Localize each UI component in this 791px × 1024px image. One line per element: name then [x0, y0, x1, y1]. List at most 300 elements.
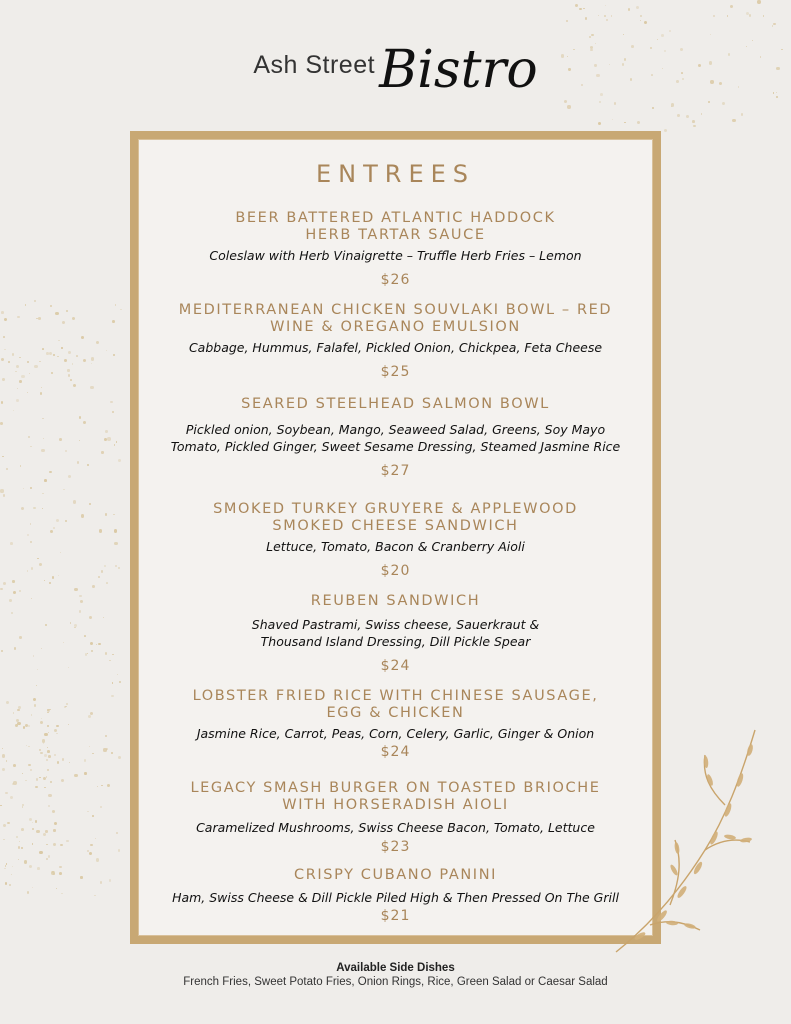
gold-speckle	[59, 438, 62, 441]
gold-speckle	[40, 721, 43, 724]
gold-speckle	[49, 582, 51, 584]
gold-speckle	[27, 392, 28, 393]
gold-speckle	[3, 336, 5, 338]
gold-speckle	[107, 784, 110, 787]
gold-speckle	[19, 357, 20, 358]
gold-speckle	[51, 372, 53, 374]
gold-speckle	[27, 361, 29, 363]
gold-speckle	[27, 891, 30, 894]
gold-speckle	[2, 748, 3, 749]
gold-speckle	[89, 616, 92, 619]
gold-speckle	[103, 617, 104, 618]
gold-speckle	[116, 832, 118, 834]
gold-speckle	[13, 712, 15, 714]
gold-speckle	[61, 893, 63, 895]
gold-speckle	[74, 627, 76, 629]
gold-speckle	[100, 806, 102, 808]
gold-speckle	[65, 450, 67, 452]
gold-speckle	[0, 588, 3, 591]
gold-speckle	[54, 729, 57, 732]
gold-speckle	[94, 895, 95, 896]
gold-speckle	[598, 15, 599, 16]
gold-speckle	[98, 643, 100, 645]
gold-speckle	[0, 422, 3, 425]
gold-speckle	[40, 392, 42, 394]
gold-speckle	[45, 830, 47, 832]
item-name: REUBEN SANDWICH	[310, 593, 481, 609]
gold-speckle	[18, 846, 21, 849]
menu-item	[140, 688, 651, 760]
gold-speckle	[11, 874, 12, 875]
gold-speckle	[92, 815, 94, 817]
gold-speckle	[31, 567, 34, 570]
item-description: Pickled onion, Soybean, Mango, Seaweed Salad, Greens, Soy Mayo Tomato, Pickled Ginger, Sweet Sesame Dressing, Steamed Jasmine Rice	[170, 422, 621, 454]
gold-speckle	[63, 489, 65, 491]
gold-speckle	[47, 750, 50, 753]
item-description: Coleslaw with Herb Vinaigrette – Truffle Herb Fries – Lemon	[209, 248, 582, 263]
gold-speckle	[579, 8, 582, 11]
gold-speckle	[3, 824, 6, 827]
gold-speckle	[2, 378, 5, 381]
item-description: Cabbage, Hummus, Falafel, Pickled Onion, Chickpea, Feta Cheese	[188, 340, 603, 355]
gold-speckle	[47, 712, 49, 714]
gold-speckle	[0, 805, 1, 806]
gold-speckle	[661, 34, 664, 37]
menu-item	[140, 593, 651, 674]
gold-speckle	[710, 34, 711, 35]
menu-item	[140, 210, 651, 288]
gold-speckle	[741, 113, 744, 116]
gold-speckle	[87, 811, 88, 812]
gold-speckle	[107, 437, 110, 440]
gold-speckle	[32, 822, 33, 823]
gold-speckle	[26, 745, 27, 746]
gold-speckle	[10, 796, 13, 799]
gold-speckle	[35, 786, 37, 788]
gold-speckle	[19, 636, 22, 639]
gold-speckle	[12, 580, 14, 582]
gold-speckle	[80, 876, 82, 878]
gold-speckle	[32, 887, 33, 888]
gold-speckle	[48, 855, 51, 858]
gold-speckle	[33, 655, 35, 657]
gold-speckle	[4, 349, 5, 350]
gold-speckle	[52, 576, 55, 579]
gold-speckle	[2, 456, 4, 458]
gold-speckle	[22, 773, 23, 774]
logo-bistro: Bistro	[379, 40, 538, 100]
gold-speckle	[39, 361, 40, 362]
gold-speckle	[76, 355, 78, 357]
gold-speckle	[29, 818, 32, 821]
gold-speckle	[114, 529, 117, 532]
gold-speckle	[67, 369, 69, 371]
item-price: $24	[380, 658, 411, 674]
gold-speckle	[652, 107, 654, 109]
gold-speckle	[101, 785, 102, 786]
gold-speckle	[628, 8, 630, 10]
gold-speckle	[17, 316, 20, 319]
gold-speckle	[118, 756, 121, 759]
section-title: ENTREES	[315, 160, 475, 188]
gold-speckle	[664, 129, 667, 132]
gold-speckle	[77, 461, 80, 464]
item-price: $27	[380, 463, 411, 479]
gold-speckle	[30, 541, 32, 543]
gold-speckle	[612, 119, 613, 120]
gold-speckle	[56, 519, 59, 522]
gold-speckle	[732, 119, 735, 122]
gold-speckle	[4, 318, 7, 321]
gold-speckle	[95, 838, 96, 839]
gold-speckle	[28, 725, 30, 727]
gold-speckle	[111, 752, 113, 754]
gold-speckle	[8, 361, 10, 363]
gold-speckle	[70, 622, 71, 623]
item-price: $24	[380, 744, 411, 760]
gold-speckle	[599, 101, 600, 102]
gold-speckle	[50, 530, 53, 533]
gold-speckle	[671, 103, 674, 106]
gold-speckle	[112, 411, 115, 414]
gold-speckle	[7, 822, 9, 824]
gold-speckle	[575, 4, 578, 7]
item-description: Jasmine Rice, Carrot, Peas, Corn, Celery, Garlic, Ginger & Onion	[196, 726, 595, 741]
gold-speckle	[6, 701, 9, 704]
gold-speckle	[111, 695, 113, 697]
gold-speckle	[29, 865, 32, 868]
gold-speckle	[43, 777, 46, 780]
gold-speckle	[74, 774, 77, 777]
gold-speckle	[33, 698, 36, 701]
gold-speckle	[106, 582, 108, 584]
gold-speckle	[46, 352, 49, 355]
gold-speckle	[31, 714, 32, 715]
gold-speckle	[58, 575, 59, 576]
gold-speckle	[49, 471, 51, 473]
gold-speckle	[73, 384, 76, 387]
gold-speckle	[112, 682, 114, 684]
gold-speckle	[727, 15, 728, 16]
gold-speckle	[25, 780, 26, 781]
gold-speckle	[48, 732, 50, 734]
gold-speckle	[109, 660, 111, 662]
gold-speckle	[45, 624, 47, 626]
gold-speckle	[42, 418, 44, 420]
gold-speckle	[12, 353, 15, 356]
gold-speckle	[1, 311, 4, 314]
gold-speckle	[70, 379, 72, 381]
side-dishes-list: French Fries, Sweet Potato Fries, Onion Rings, Rice, Green Salad or Caesar Salad	[183, 976, 608, 988]
gold-speckle	[713, 15, 716, 18]
gold-speckle	[36, 778, 39, 781]
side-dishes	[0, 962, 791, 988]
gold-speckle	[66, 310, 68, 312]
gold-speckle	[34, 365, 37, 368]
gold-speckle	[37, 867, 40, 870]
gold-speckle	[19, 841, 20, 842]
gold-speckle	[81, 514, 84, 517]
gold-speckle	[25, 304, 27, 306]
gold-speckle	[585, 17, 588, 20]
gold-speckle	[101, 451, 103, 453]
gold-speckle	[583, 8, 585, 10]
gold-speckle	[1, 650, 3, 652]
gold-speckle	[598, 122, 601, 125]
item-price: $23	[380, 839, 411, 855]
gold-speckle	[589, 36, 591, 38]
item-description: Shaved Pastrami, Swiss cheese, Sauerkraut & Thousand Island Dressing, Dill Pickle Spear	[251, 617, 540, 649]
gold-speckle	[21, 847, 23, 849]
gold-speckle	[47, 709, 50, 712]
gold-speckle	[74, 588, 77, 591]
gold-speckle	[9, 884, 11, 886]
gold-speckle	[564, 100, 567, 103]
gold-speckle	[623, 34, 625, 36]
gold-speckle	[48, 794, 51, 797]
menu-item	[140, 780, 651, 855]
gold-speckle	[72, 317, 75, 320]
gold-speckle	[27, 570, 28, 571]
gold-speckle	[15, 371, 17, 373]
gold-speckle	[79, 416, 82, 419]
gold-speckle	[27, 534, 29, 536]
gold-speckle	[13, 764, 16, 767]
gold-speckle	[105, 430, 108, 433]
gold-speckle	[100, 881, 103, 884]
gold-speckle	[92, 585, 95, 588]
gold-speckle	[23, 488, 24, 489]
gold-speckle	[730, 5, 733, 8]
gold-speckle	[114, 542, 117, 545]
gold-speckle	[38, 317, 41, 320]
item-name: LEGACY SMASH BURGER ON TOASTED BRIOCHE WITH HORSERADISH AIOLI	[190, 780, 601, 813]
gold-speckle	[13, 781, 16, 784]
gold-speckle	[30, 769, 32, 771]
gold-speckle	[19, 590, 21, 592]
gold-speckle	[105, 513, 108, 516]
gold-speckle	[30, 446, 32, 448]
gold-speckle	[21, 507, 24, 510]
gold-speckle	[113, 354, 116, 357]
gold-speckle	[50, 781, 52, 783]
item-name: BEER BATTERED ATLANTIC HADDOCK HERB TARTAR SAUCE	[235, 210, 556, 243]
gold-speckle	[56, 888, 57, 889]
gold-speckle	[614, 102, 617, 105]
gold-speckle	[5, 792, 8, 795]
gold-speckle	[637, 121, 640, 124]
gold-speckle	[120, 309, 122, 311]
item-name: MEDITERRANEAN CHICKEN SOUVLAKI BOWL – RED WINE & OREGANO EMULSION	[178, 302, 613, 335]
gold-speckle	[6, 468, 8, 470]
gold-speckle	[33, 507, 35, 509]
gold-speckle	[84, 772, 86, 774]
gold-speckle	[606, 19, 607, 20]
gold-speckle	[677, 114, 680, 117]
gold-speckle	[43, 833, 46, 836]
gold-speckle	[42, 508, 43, 509]
gold-speckle	[90, 844, 92, 846]
gold-speckle	[62, 321, 65, 324]
gold-speckle	[89, 852, 92, 855]
gold-speckle	[611, 15, 612, 16]
menu-item	[140, 396, 651, 479]
gold-speckle	[605, 5, 606, 6]
gold-speckle	[13, 410, 14, 411]
gold-speckle	[708, 101, 710, 103]
gold-speckle	[39, 749, 40, 750]
gold-speckle	[59, 866, 62, 869]
gold-speckle	[117, 674, 118, 675]
item-price: $25	[380, 364, 411, 380]
gold-speckle	[87, 464, 89, 466]
logo-ash-street: Ash Street	[253, 51, 376, 79]
side-dishes-title: Available Side Dishes	[336, 962, 455, 974]
gold-speckle	[113, 514, 115, 516]
gold-speckle	[692, 120, 695, 123]
gold-speckle	[41, 718, 42, 719]
gold-speckle	[3, 839, 5, 841]
gold-speckle	[693, 125, 695, 127]
gold-speckle	[20, 465, 21, 466]
gold-speckle	[59, 872, 62, 875]
gold-speckle	[84, 635, 86, 637]
gold-speckle	[106, 748, 108, 750]
gold-speckle	[591, 34, 593, 36]
gold-speckle	[19, 380, 22, 383]
gold-speckle	[722, 102, 725, 105]
gold-speckle	[84, 759, 86, 761]
gold-speckle	[53, 829, 55, 831]
gold-speckle	[91, 357, 94, 360]
gold-speckle	[88, 715, 91, 718]
gold-speckle	[6, 863, 7, 864]
gold-speckle	[640, 15, 642, 17]
gold-speckle	[60, 844, 63, 847]
gold-speckle	[44, 580, 45, 581]
gold-speckle	[62, 758, 64, 760]
gold-speckle	[29, 373, 30, 374]
gold-speckle	[16, 719, 19, 722]
gold-speckle	[90, 642, 93, 645]
gold-speckle	[64, 359, 67, 362]
gold-speckle	[68, 351, 71, 354]
gold-speckle	[61, 779, 64, 782]
gold-speckle	[34, 300, 36, 302]
gold-speckle	[109, 879, 111, 881]
gold-speckle	[16, 365, 19, 368]
gold-speckle	[79, 440, 80, 441]
gold-speckle	[65, 520, 67, 522]
gold-speckle	[54, 822, 57, 825]
gold-speckle	[3, 582, 6, 585]
gold-speckle	[32, 843, 34, 845]
gold-speckle	[566, 20, 568, 22]
gold-speckle	[31, 598, 32, 599]
gold-speckle	[36, 685, 37, 686]
gold-speckle	[68, 724, 69, 725]
item-name: SMOKED TURKEY GRUYERE & APPLEWOOD SMOKED CHEESE SANDWICH	[213, 501, 578, 534]
gold-speckle	[757, 0, 760, 3]
gold-speckle	[73, 500, 76, 503]
gold-speckle	[92, 753, 93, 754]
gold-speckle	[54, 754, 55, 755]
gold-speckle	[25, 724, 28, 727]
gold-speckle	[16, 836, 18, 838]
gold-speckle	[13, 591, 16, 594]
gold-speckle	[30, 523, 32, 525]
gold-speckle	[112, 320, 115, 323]
gold-speckle	[34, 704, 36, 706]
gold-speckle	[701, 113, 702, 114]
gold-speckle	[47, 769, 49, 771]
gold-speckle	[772, 25, 774, 27]
gold-speckle	[42, 493, 44, 495]
gold-speckle	[55, 312, 58, 315]
gold-speckle	[773, 23, 776, 26]
gold-speckle	[60, 552, 61, 553]
gold-speckle	[97, 786, 99, 788]
gold-speckle	[58, 340, 60, 342]
gold-speckle	[37, 558, 38, 559]
gold-speckle	[36, 830, 39, 833]
gold-speckle	[46, 844, 48, 846]
gold-speckle	[1, 401, 3, 403]
gold-speckle	[89, 503, 91, 505]
gold-speckle	[53, 843, 56, 846]
gold-speckle	[91, 650, 93, 652]
gold-speckle	[42, 348, 44, 350]
gold-speckle	[49, 352, 52, 355]
gold-speckle	[72, 363, 73, 364]
gold-speckle	[5, 882, 7, 884]
gold-speckle	[21, 375, 24, 378]
gold-speckle	[39, 851, 42, 854]
gold-speckle	[68, 374, 70, 376]
gold-speckle	[40, 752, 42, 754]
gold-speckle	[17, 388, 18, 389]
gold-speckle	[4, 868, 5, 869]
gold-speckle	[1, 358, 4, 361]
gold-speckle	[2, 754, 5, 757]
gold-speckle	[43, 743, 45, 745]
gold-speckle	[90, 386, 93, 389]
gold-speckle	[21, 828, 24, 831]
gold-speckle	[112, 654, 114, 656]
gold-speckle	[41, 648, 42, 649]
gold-speckle	[87, 653, 88, 654]
gold-speckle	[640, 20, 641, 21]
gold-speckle	[6, 760, 8, 762]
gold-speckle	[63, 642, 65, 644]
gold-speckle	[44, 479, 47, 482]
gold-speckle	[50, 305, 52, 307]
item-price: $21	[380, 908, 411, 924]
gold-speckle	[17, 722, 20, 725]
menu-item	[140, 867, 651, 924]
gold-speckle	[12, 866, 13, 867]
gold-speckle	[3, 494, 5, 496]
gold-speckle	[24, 860, 27, 863]
item-name: SEARED STEELHEAD SALMON BOWL	[241, 396, 550, 412]
gold-speckle	[66, 703, 68, 705]
gold-speckle	[89, 746, 90, 747]
gold-speckle	[99, 529, 102, 532]
gold-speckle	[47, 747, 48, 748]
gold-speckle	[28, 764, 31, 767]
gold-speckle	[114, 444, 116, 446]
gold-speckle	[604, 15, 606, 17]
